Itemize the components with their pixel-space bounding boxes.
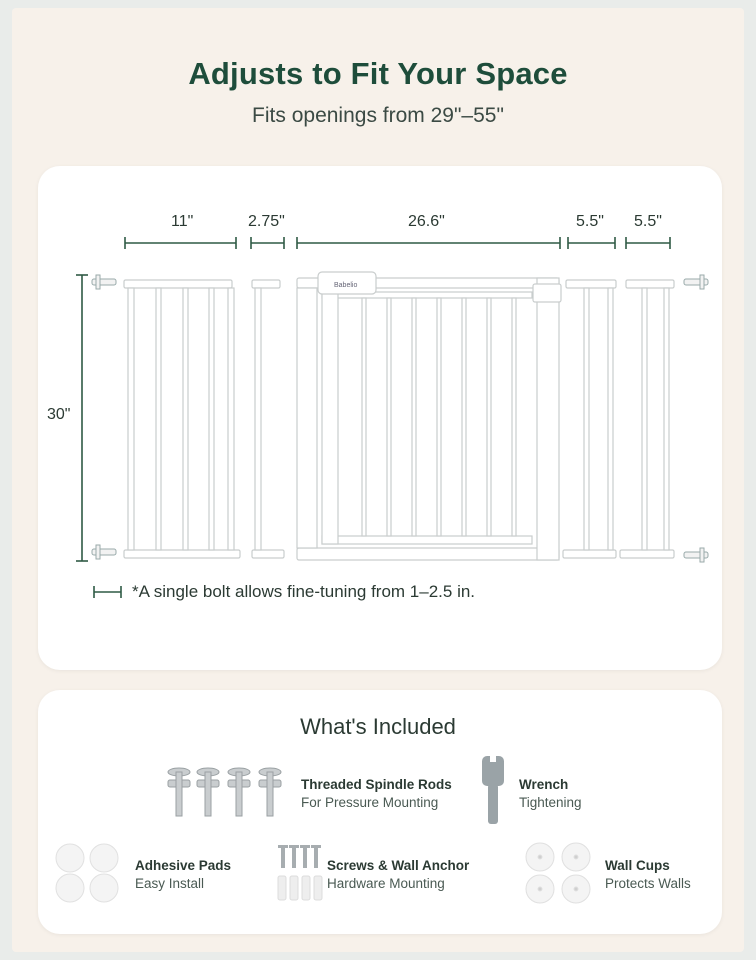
- width-label-extension-11: 11": [171, 213, 194, 230]
- main-gate: [297, 272, 561, 560]
- height-dimension-line: [76, 275, 88, 561]
- width-dimension-lines: [125, 237, 670, 249]
- height-label: 30": [47, 406, 71, 423]
- wall-cups-icon: [526, 843, 590, 903]
- item-name-spindle-rods: Threaded Spindle Rods: [301, 777, 452, 792]
- extension-panel-55-a: [563, 280, 616, 558]
- item-sub-spindle-rods: For Pressure Mounting: [301, 795, 439, 810]
- extension-panel-11: [124, 280, 240, 558]
- item-sub-wrench: Tightening: [519, 795, 582, 810]
- item-name-wrench: Wrench: [519, 777, 569, 792]
- width-label-extension-275: 2.75": [248, 213, 285, 230]
- fine-tune-indicator: [94, 586, 121, 598]
- included-title: What's Included: [300, 714, 456, 739]
- wrench-icon: [482, 756, 504, 824]
- width-label-extension-55-a: 5.5": [576, 213, 604, 230]
- item-sub-wall-cups: Protects Walls: [605, 876, 691, 891]
- spindle-rods-icon: [168, 768, 281, 816]
- brand-mark: Babelio: [334, 282, 358, 289]
- fine-tune-note: *A single bolt allows fine-tuning from 1–2.5 in.: [132, 582, 476, 601]
- item-sub-adhesive-pads: Easy Install: [135, 876, 205, 891]
- spindle-right: [684, 275, 708, 562]
- width-label-extension-55-b: 5.5": [634, 213, 662, 230]
- page-subtitle: Fits openings from 29"–55": [252, 104, 504, 127]
- width-label-gate-266: 26.6": [408, 213, 445, 230]
- item-sub-screws: Hardware Mounting: [327, 876, 445, 891]
- page-title: Adjusts to Fit Your Space: [188, 56, 568, 91]
- item-name-wall-cups: Wall Cups: [605, 858, 670, 873]
- adhesive-pads-icon: [56, 844, 118, 902]
- extension-panel-275: [252, 280, 284, 558]
- extension-panel-55-b: [620, 280, 674, 558]
- item-name-screws: Screws & Wall Anchor: [327, 858, 470, 873]
- item-name-adhesive-pads: Adhesive Pads: [135, 858, 232, 873]
- spindle-left: [92, 275, 116, 559]
- screws-icon: [278, 845, 322, 900]
